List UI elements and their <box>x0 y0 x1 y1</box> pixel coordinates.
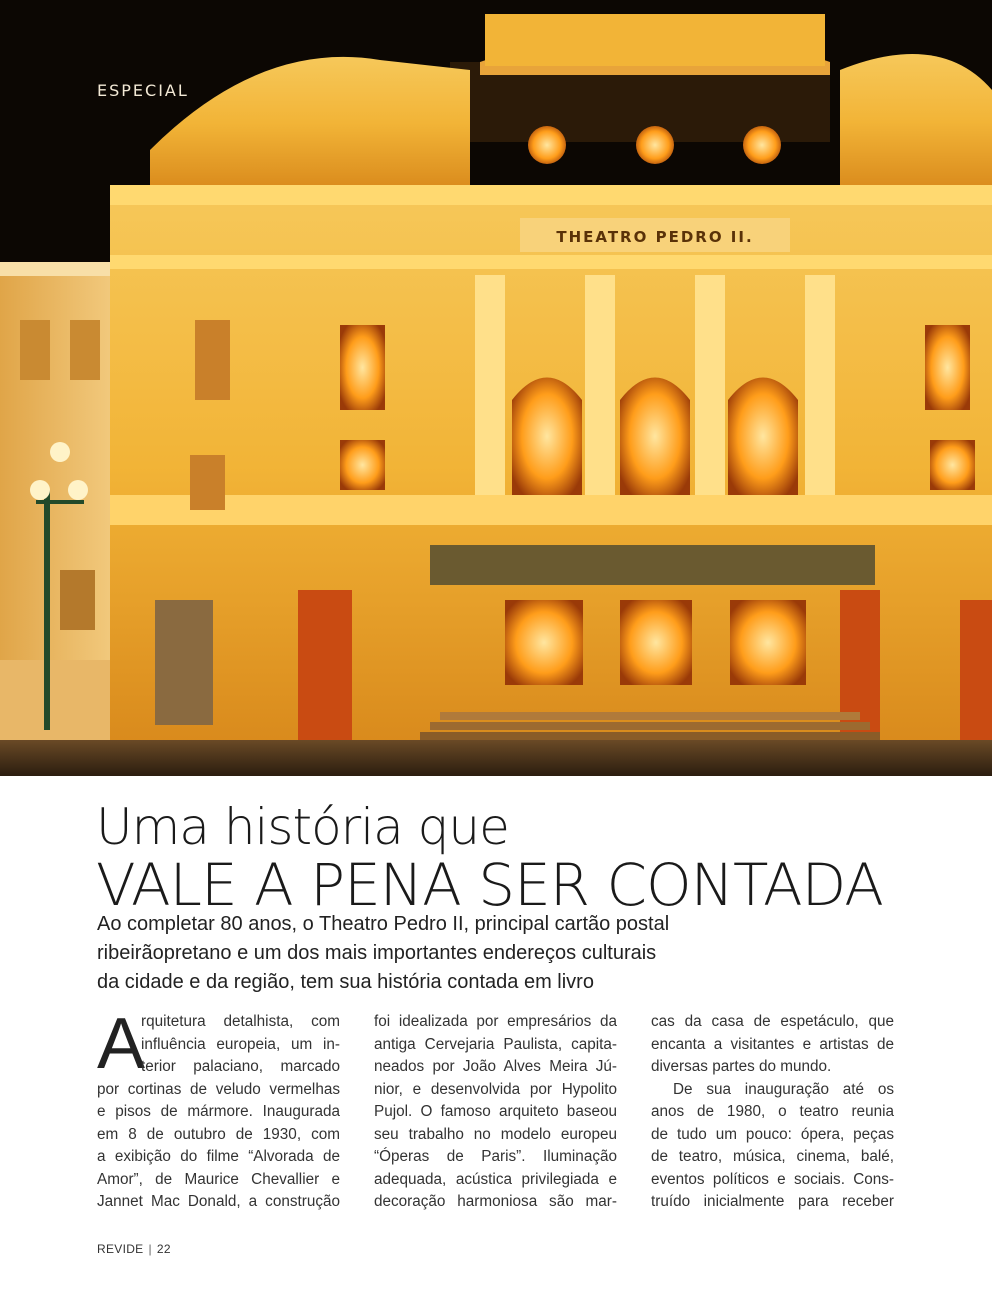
deck-line: Ao completar 80 anos, o Theatro Pedro II, principal cartão postal <box>97 913 670 935</box>
body-line: antiga Cervejaria Paulista, capita- <box>374 1035 617 1053</box>
body-line: em 8 de outubro de 1930, com <box>97 1125 340 1143</box>
body-line: terior palaciano, marcado <box>141 1058 340 1075</box>
deck-line: da cidade e da região, tem sua história contada em livro <box>97 971 594 993</box>
body-line: cas da casa de espetáculo, que <box>651 1013 894 1030</box>
body-line: de teatro, música, cinema, balé, <box>651 1148 894 1165</box>
body-line: seu trabalho no modelo europeu <box>374 1125 617 1143</box>
body-column-1 <box>97 1011 340 1214</box>
body-column-3 <box>651 1011 894 1214</box>
body-line: “Óperas de Paris”. Iluminação <box>374 1148 617 1165</box>
body-line: foi idealizada por empresários da <box>374 1013 617 1030</box>
body-line: por cortinas de veludo vermelhas <box>97 1080 340 1098</box>
body-line: decoração harmoniosa são mar- <box>374 1193 617 1210</box>
body-line: e pisos de mármore. Inaugurada <box>97 1103 340 1120</box>
body-column-2 <box>374 1011 617 1214</box>
body-line: Amor”, de Maurice Chevallier e <box>97 1170 340 1188</box>
body-line: encanta a visitantes e artistas de <box>651 1035 894 1053</box>
body-line: anos de 1980, o teatro reunia <box>651 1103 894 1120</box>
body-line: adequada, acústica privilegiada e <box>374 1170 617 1188</box>
body-line: truído inicialmente para receber <box>651 1193 894 1210</box>
folio-separator: | <box>148 1242 152 1256</box>
drop-cap: A <box>97 1004 146 1084</box>
body-line: a exibição do filme “Alvorada de <box>97 1148 340 1165</box>
section-tag: ESPECIAL <box>97 81 189 100</box>
body-line: Jannet Mac Donald, a construção <box>97 1193 340 1210</box>
headline-line-2: VALE A PENA SER CONTADA <box>96 851 883 919</box>
body-line: eventos políticos e sociais. Cons- <box>651 1170 894 1188</box>
deck-line: ribeirãopretano e um dos mais importantes endereços culturais <box>97 942 657 964</box>
body-line: diversas partes do mundo. <box>651 1058 832 1075</box>
deck-subtitle <box>97 910 897 997</box>
publication-name: REVIDE <box>97 1242 144 1256</box>
body-line: Pujol. O famoso arquiteto baseou <box>374 1103 617 1120</box>
body-line: De sua inauguração até os <box>673 1080 894 1098</box>
page-folio <box>97 1242 171 1256</box>
facade-sign-text: THEATRO PEDRO II. <box>556 228 754 246</box>
body-line: nior, e desenvolvida por Hypolito <box>374 1080 617 1098</box>
body-line: de tudo um pouco: ópera, peças <box>651 1125 894 1143</box>
page-number: 22 <box>156 1242 171 1256</box>
body-line: influência europeia, um in- <box>141 1035 340 1053</box>
headline-line-1: Uma história que <box>96 798 509 856</box>
theatre-facade <box>110 14 992 745</box>
body-line: rquitetura detalhista, com <box>141 1013 340 1030</box>
headline <box>96 798 956 919</box>
body-line: neados por João Alves Meira Jú- <box>374 1058 617 1075</box>
